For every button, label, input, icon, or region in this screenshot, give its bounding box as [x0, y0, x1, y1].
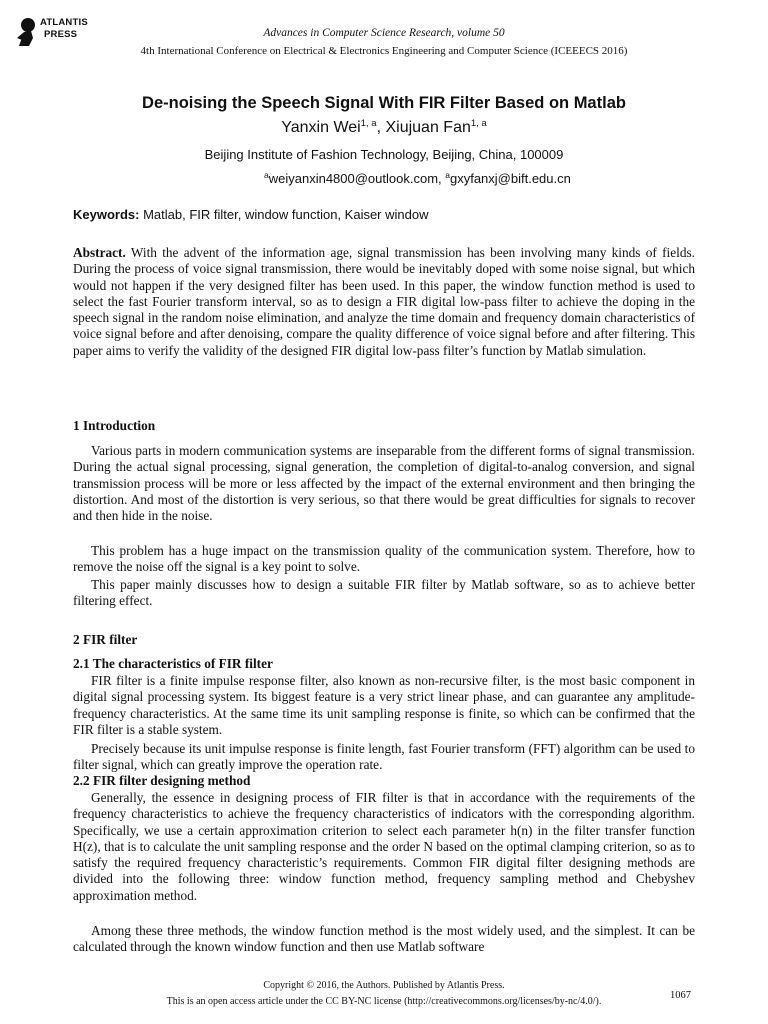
page-number: 1067	[670, 990, 691, 1001]
paragraph: Generally, the essence in designing process of FIR filter is that in accordance with the requirements of the frequency characteristics to achieve the frequency characteristics of indicators with the corresponding algorithm. Specifically, we use a certain approximation criterion to select each parameter h(n) in the filter transfer function H(z), that is to calculate the unit sampling response and the order N based on the optimal clamping criterion, so as to satisfy the required frequency characteristic’s requirements. Common FIR digital filter designing methods are divided into the following three: window function method, frequency sampling method and Chebyshev approximation method.	[73, 790, 695, 903]
section-heading: 2 FIR filter	[73, 632, 138, 647]
paper-title: De-noising the Speech Signal With FIR Filter Based on Matlab	[142, 94, 626, 112]
author-separator: ,	[376, 119, 386, 136]
paragraph: Various parts in modern communication systems are inseparable from the different forms of signal transmission. During the actual signal processing, signal generation, the completion of digital-to-analog conversion, and signal transmission process will be more or less affected by the impact of the external environment and then bringing the distortion. And most of the distortion is very serious, so that there would be great difficulties for signals to recover and then hide in the noise.	[73, 443, 695, 524]
author-list	[0, 118, 768, 137]
paragraph: This problem has a huge impact on the transmission quality of the communication system. Therefore, how to remove the noise off the signal is a key point to solve.	[73, 543, 695, 575]
author-name: Xiujuan Fan	[385, 119, 471, 136]
author-affiliation-marker: 1, a	[360, 118, 377, 129]
author-emails	[264, 170, 571, 186]
conference-name: 4th International Conference on Electrical & Electronics Engineering and Computer Science (ICEEECS 2016)	[140, 45, 628, 57]
keywords-label: Keywords:	[73, 207, 140, 222]
publisher-name-line2: PRESS	[44, 29, 78, 40]
paragraph: Precisely because its unit impulse response is finite length, fast Fourier transform (FFT) algorithm can be used to filter signal, which can greatly improve the operation rate.	[73, 741, 695, 773]
email-marker: a	[264, 170, 269, 180]
author-affiliation-marker: 1, a	[470, 118, 487, 129]
abstract-text: With the advent of the information age, signal transmission has been involving many kinds of fields. During the process of voice signal transmission, there would be inevitably doped with some noise signal, but which would not happen if the very designed filter has been used. In this paper, the window function method is used to select the fast Fourier transform interval, so as to design a FIR digital low-pass filter to achieve the doping in the speech signal in the random noise elimination, and analyze the time domain and frequency domain characteristics of voice signal before and after denoising, compare the quality difference of voice signal before and after filtering. This paper aims to verify the validity of the designed FIR digital low-pass filter’s function by Matlab simulation.	[73, 245, 695, 358]
abstract	[73, 245, 695, 359]
affiliation: Beijing Institute of Fashion Technology, Beijing, China, 100009	[204, 147, 564, 162]
license-notice: This is an open access article under the CC BY-NC license (http://creativecommons.org/licenses/by-nc/4.0/).	[166, 996, 602, 1007]
email-marker: a	[445, 170, 450, 180]
email-address: weiyanxin4800@outlook.com,	[268, 171, 446, 186]
author-name: Yanxin Wei	[281, 119, 361, 136]
copyright-notice: Copyright © 2016, the Authors. Published by Atlantis Press.	[263, 980, 505, 991]
journal-title: Advances in Computer Science Research, volume 50	[263, 27, 505, 39]
paragraph: FIR filter is a finite impulse response filter, also known as non-recursive filter, is the most basic component in digital signal processing system. Its biggest feature is a very strict linear phase, and can guarantee any amplitude-frequency characteristics. At the same time its unit sampling response is finite, so which can be confirmed that the FIR filter is a stable system.	[73, 673, 695, 737]
keywords	[73, 207, 428, 222]
paragraph: Among these three methods, the window function method is the most widely used, and the simplest. It can be calculated through the known window function and then use Matlab software	[73, 923, 695, 955]
keywords-list: Matlab, FIR filter, window function, Kaiser window	[139, 207, 429, 222]
subsection-heading: 2.1 The characteristics of FIR filter	[73, 656, 273, 671]
abstract-label: Abstract.	[73, 245, 126, 260]
subsection-heading: 2.2 FIR filter designing method	[73, 773, 251, 788]
email-address: gxyfanxj@bift.edu.cn	[449, 171, 571, 186]
paragraph: This paper mainly discusses how to design a suitable FIR filter by Matlab software, so as to achieve better filtering effect.	[73, 577, 695, 609]
publisher-name-line1: ATLANTIS	[40, 17, 88, 28]
section-heading: 1 Introduction	[73, 418, 156, 433]
